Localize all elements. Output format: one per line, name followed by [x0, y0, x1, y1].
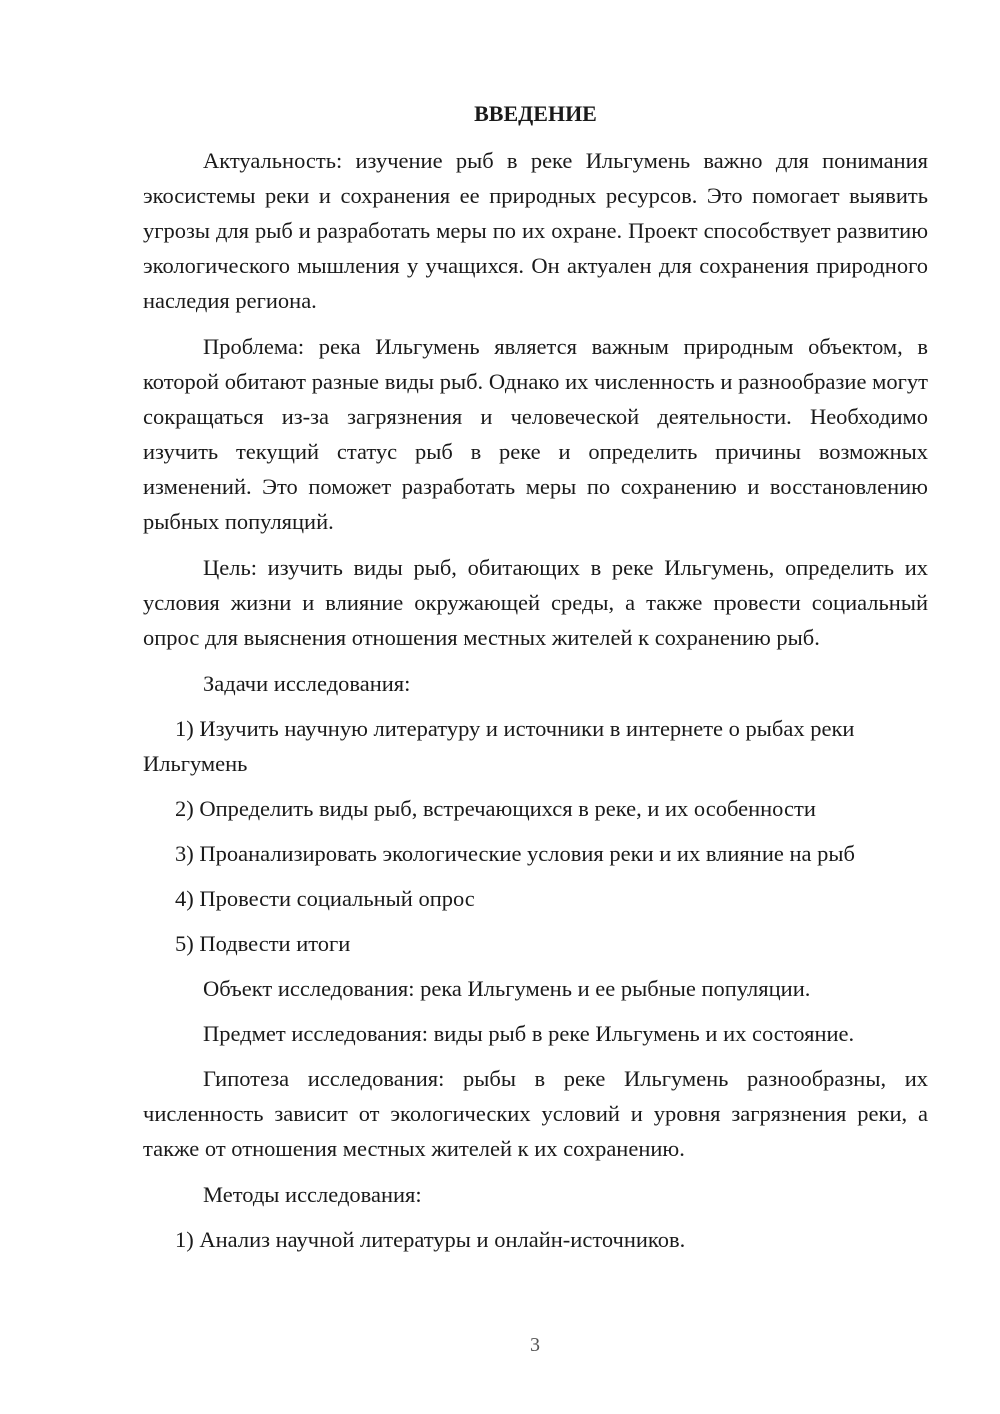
object-paragraph: Объект исследования: река Ильгумень и ее рыбные популяции.: [203, 976, 811, 1001]
task-item: 3) Проанализировать экологические условия реки и их влияние на рыб: [175, 841, 855, 866]
hypothesis-paragraph: Гипотеза исследования: рыбы в реке Ильгумень разнообразны, их численность зависит от экологических условий и уровня загрязнения реки, а также от отношения местных жителей к их сохранению.: [143, 1066, 928, 1161]
subject-paragraph: Предмет исследования: виды рыб в реке Ильгумень и их состояние.: [203, 1021, 855, 1046]
goal-paragraph: Цель: изучить виды рыб, обитающих в реке Ильгумень, определить их условия жизни и влияние окружающей среды, а также провести социальный опрос для выяснения отношения местных жителей к сохранению рыб.: [143, 555, 928, 650]
document-page: [143, 96, 928, 1267]
relevance-paragraph: Актуальность: изучение рыб в реке Ильгумень важно для понимания экосистемы реки и сохранения ее природных ресурсов. Это помогает выявить угрозы для рыб и разработать меры по их охране. Проект способствует развитию экологического мышления у учащихся. Он актуален для сохранения природного наследия региона.: [143, 148, 928, 313]
task-item: 1) Изучить научную литературу и источники в интернете о рыбах реки Ильгумень: [143, 716, 855, 776]
method-item: 1) Анализ научной литературы и онлайн-источников.: [175, 1227, 686, 1252]
task-item: 2) Определить виды рыб, встречающихся в реке, и их особенности: [175, 796, 816, 821]
tasks-label: Задачи исследования:: [203, 671, 411, 696]
task-item: 5) Подвести итоги: [175, 931, 351, 956]
section-title: ВВЕДЕНИЕ: [474, 101, 597, 126]
methods-label: Методы исследования:: [203, 1182, 422, 1207]
problem-paragraph: Проблема: река Ильгумень является важным природным объектом, в которой обитают разные виды рыб. Однако их численность и разнообразие могут сокращаться из-за загрязнения и человеческой деятельности. Необходимо изучить текущий статус рыб в реке и определить причины возможных изменений. Это поможет разработать меры по сохранению и восстановлению рыбных популяций.: [143, 334, 928, 534]
page-number: 3: [530, 1334, 540, 1356]
task-item: 4) Провести социальный опрос: [175, 886, 475, 911]
